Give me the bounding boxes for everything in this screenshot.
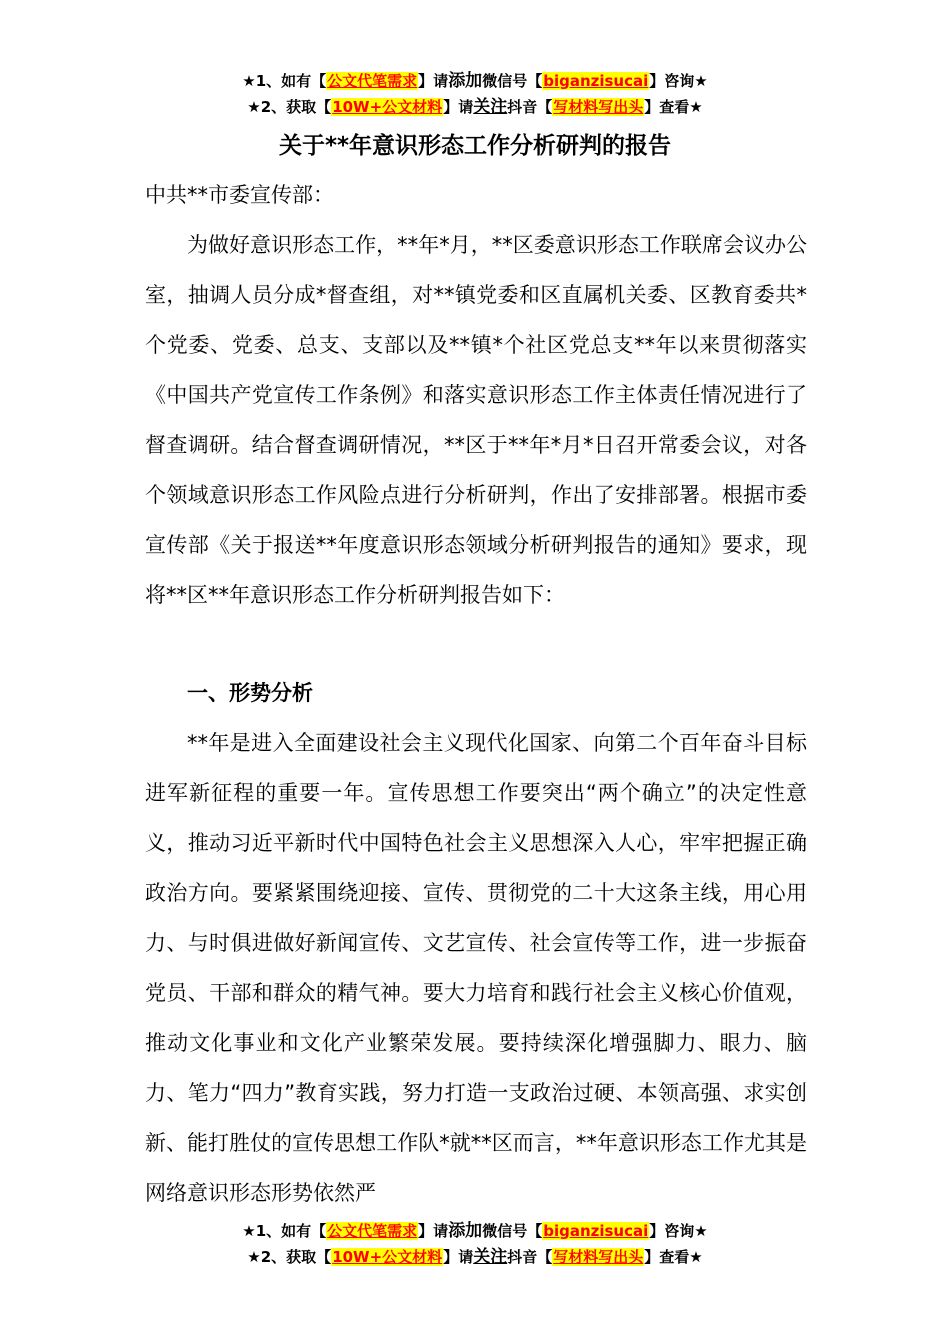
promo-text: ★1、如有【 [242, 1222, 327, 1240]
promo-text: ★2、获取【 [247, 98, 332, 116]
body-paragraph-2: **年是进入全面建设社会主义现代化国家、向第二个百年奋斗目标进军新征程的重要一年。宣传思想工作要突出“两个确立”的决定性意义，推动习近平新时代中国特色社会主义思想深入人心，牢牢把握正确政治方向。要紧紧围绕迎接、宣传、贯彻党的二十大这条主线，用心用力、与时俱进做好新闻宣传、文艺宣传、社会宣传等工作，进一步振奋党员、干部和群众的精气神。要大力培育和践行社会主义核心价值观，推动文化事业和文化产业繁荣发展。要持续深化增强脚力、眼力、脑力、笔力“四力”教育实践，努力打造一支政治过硬、本领高强、求实创新、能打胜仗的宣传思想工作队*就**区而言，**年意识形态工作尤其是网络意识形态形势依然严 [145, 731, 807, 1205]
promo-text: ★1、如有【 [242, 72, 327, 90]
promo-text: 】请 [443, 1248, 474, 1266]
promo-text: 】咨询★ [649, 72, 708, 90]
promo-wechat-id: biganzisucai [543, 72, 649, 90]
promo-line-1 [0, 68, 950, 94]
promo-line-2 [0, 94, 950, 120]
promo-text: ★2、获取【 [247, 1248, 332, 1266]
promo-text: 微信号【 [482, 72, 543, 90]
promo-highlight: 10W+公文材料 [332, 1248, 443, 1266]
promo-banner-top [0, 68, 950, 120]
promo-douyin-id: 写材料写出头 [553, 98, 644, 116]
promo-line-2 [0, 1244, 950, 1270]
promo-emphasis: 添加 [448, 71, 483, 91]
promo-text: 】请 [443, 98, 474, 116]
promo-text: 抖音【 [507, 1248, 553, 1266]
promo-text: 抖音【 [507, 98, 553, 116]
promo-line-1 [0, 1218, 950, 1244]
promo-highlight: 公文代笔需求 [327, 1222, 418, 1240]
promo-wechat-id: biganzisucai [543, 1222, 649, 1240]
document-title: 关于**年意识形态工作分析研判的报告 [278, 133, 672, 159]
promo-emphasis: 关注 [473, 97, 508, 117]
promo-text: 】查看★ [644, 1248, 703, 1266]
promo-highlight: 10W+公文材料 [332, 98, 443, 116]
recipient-line: 中共**市委宣传部： [145, 183, 334, 207]
body-paragraph-1: 为做好意识形态工作，**年*月，**区委意识形态工作联席会议办公室，抽调人员分成*督查组，对**镇党委和区直属机关委、区教育委共*个党委、党委、总支、支部以及**镇*个社区党总支**年以来贯彻落实《中国共产党宣传工作条例》和落实意识形态工作主体责任情况进行了督查调研。结合督查调研情况，**区于**年*月*日召开常委会议，对各个领域意识形态工作风险点进行分析研判，作出了安排部署。根据市委宣传部《关于报送**年度意识形态领域分析研判报告的通知》要求，现将**区**年意识形态工作分析研判报告如下： [145, 233, 807, 607]
promo-text: 】请 [418, 72, 449, 90]
promo-emphasis: 关注 [473, 1247, 508, 1267]
section-heading: 一、形势分析 [187, 681, 313, 705]
promo-banner-bottom [0, 1218, 950, 1270]
promo-text: 微信号【 [482, 1222, 543, 1240]
promo-highlight: 公文代笔需求 [327, 72, 418, 90]
promo-douyin-id: 写材料写出头 [553, 1248, 644, 1266]
promo-text: 】请 [418, 1222, 449, 1240]
promo-emphasis: 添加 [448, 1221, 483, 1241]
promo-text: 】咨询★ [649, 1222, 708, 1240]
promo-text: 】查看★ [644, 98, 703, 116]
